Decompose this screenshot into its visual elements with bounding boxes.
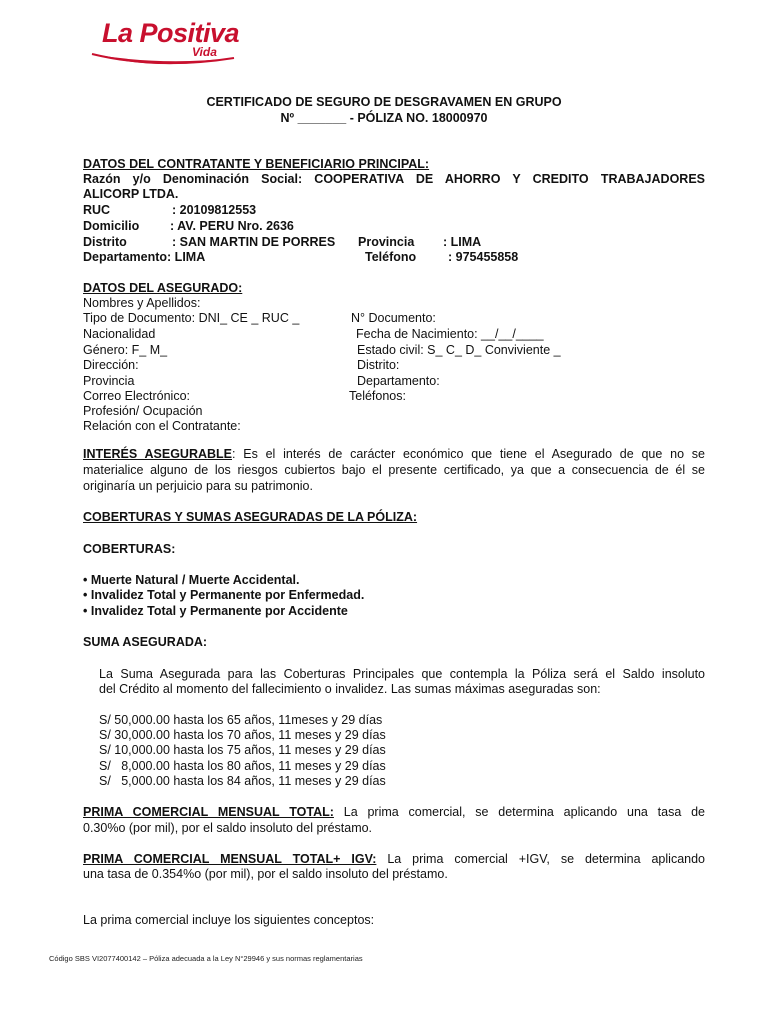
suma-row: S/ 5,000.00 hasta los 84 años, 11 meses y 29 días	[99, 774, 386, 788]
cobertura-item: • Invalidez Total y Permanente por Enfermedad.	[83, 588, 365, 602]
provincia-label: Provincia	[358, 235, 415, 249]
provincia-value: : LIMA	[443, 235, 482, 249]
genero-field: Género: F_ M_	[83, 343, 168, 357]
telefonos-field: Teléfonos:	[349, 389, 406, 403]
prima-igv-line2: una tasa de 0.354%o (por mil), por el saldo insoluto del préstamo.	[83, 867, 448, 881]
distrito-label: Distrito	[83, 235, 127, 249]
cobertura-item-text: Invalidez Total y Permanente por Accidente	[90, 604, 348, 618]
prima-total-label: PRIMA COMERCIAL MENSUAL TOTAL:	[83, 805, 334, 819]
provincia-field: Provincia	[83, 374, 135, 388]
ruc-label: RUC	[83, 203, 111, 217]
cobertura-item: • Muerte Natural / Muerte Accidental.	[83, 573, 300, 587]
prima-igv-label: PRIMA COMERCIAL MENSUAL TOTAL+ IGV:	[83, 852, 377, 866]
numero-documento-field: N° Documento:	[351, 311, 436, 325]
distrito-value: : SAN MARTIN DE PORRES	[172, 235, 336, 249]
logo-text: La Positiva	[102, 18, 240, 48]
interes-label: INTERÉS ASEGURABLE	[83, 447, 232, 461]
contratante-heading: DATOS DEL CONTRATANTE Y BENEFICIARIO PRINCIPAL:	[83, 157, 430, 171]
profesion-field: Profesión/ Ocupación	[83, 404, 203, 418]
nombres-field: Nombres y Apellidos:	[83, 296, 201, 310]
interes-line3: originaría un perjuicio para su patrimonio.	[83, 479, 313, 493]
distrito-field: Distrito:	[357, 358, 400, 372]
interes-text1: : Es el interés de carácter económico que tiene el Asegurado de que no se	[232, 447, 705, 461]
prima-total-line1	[83, 805, 705, 819]
razon-social-line2: ALICORP LTDA.	[83, 187, 179, 201]
relacion-field: Relación con el Contratante:	[83, 419, 241, 433]
direccion-field: Dirección:	[83, 358, 139, 372]
cobertura-item: • Invalidez Total y Permanente por Accidente	[83, 604, 348, 618]
suma-row: S/ 30,000.00 hasta los 70 años, 11 meses y 29 días	[99, 728, 386, 742]
domicilio-label: Domicilio	[83, 219, 140, 233]
telefono-label: Teléfono	[365, 250, 417, 264]
tipo-documento-field: Tipo de Documento: DNI_ CE _ RUC _	[83, 311, 300, 325]
logo-swoosh-icon	[88, 50, 238, 72]
interes-line1	[83, 447, 705, 461]
estado-civil-field: Estado civil: S_ C_ D_ Conviviente _	[357, 343, 561, 357]
document-title: CERTIFICADO DE SEGURO DE DESGRAVAMEN EN GRUPO	[206, 95, 562, 109]
prima-total-line2: 0.30%o (por mil), por el saldo insoluto del préstamo.	[83, 821, 373, 835]
telefono-value: : 975455858	[448, 250, 519, 264]
suma-row: S/ 8,000.00 hasta los 80 años, 11 meses y 29 días	[99, 759, 386, 773]
policy-number: Nº _______ - PÓLIZA NO. 18000970	[280, 111, 488, 125]
suma-row: S/ 10,000.00 hasta los 75 años, 11 meses y 29 días	[99, 743, 386, 757]
prima-igv-line1	[83, 852, 705, 866]
coberturas-subheading: COBERTURAS:	[83, 542, 176, 556]
cobertura-item-text: Invalidez Total y Permanente por Enfermedad.	[90, 588, 365, 602]
correo-field: Correo Electrónico:	[83, 389, 190, 403]
logo-subtext: Vida	[192, 45, 217, 59]
fecha-nacimiento-field: Fecha de Nacimiento: __/__/____	[356, 327, 544, 341]
ruc-value: : 20109812553	[172, 203, 257, 217]
asegurado-heading: DATOS DEL ASEGURADO:	[83, 281, 243, 295]
departamento-field: Departamento:	[357, 374, 440, 388]
razon-social-line1: Razón y/o Denominación Social: COOPERATIVA DE AHORRO Y CREDITO TRABAJADORES	[83, 172, 705, 186]
domicilio-value: : AV. PERU Nro. 2636	[170, 219, 294, 233]
suma-intro-line1: La Suma Asegurada para las Coberturas Principales que contempla la Póliza será el Saldo insoluto	[99, 667, 705, 681]
prima-igv-text: La prima comercial +IGV, se determina aplicando	[376, 852, 705, 866]
suma-heading: SUMA ASEGURADA:	[83, 635, 208, 649]
prima-total-text: La prima comercial, se determina aplicando una tasa de	[333, 805, 705, 819]
departamento: Departamento: LIMA	[83, 250, 206, 264]
interes-line2: materialice alguno de los riesgos cubiertos bajo el presente certificado, ya que a consecuencia de él se	[83, 463, 705, 477]
nacionalidad-field: Nacionalidad	[83, 327, 156, 341]
cobertura-item-text: Muerte Natural / Muerte Accidental.	[90, 573, 300, 587]
suma-row: S/ 50,000.00 hasta los 65 años, 11meses y 29 días	[99, 713, 383, 727]
footer-note: Código SBS VI2077400142 – Póliza adecuada a la Ley N°29946 y sus normas reglamentarias	[49, 954, 363, 963]
coberturas-heading: COBERTURAS Y SUMAS ASEGURADAS DE LA PÓLIZA:	[83, 510, 418, 524]
suma-intro-line2: del Crédito al momento del fallecimiento o invalidez. Las sumas máximas aseguradas son:	[99, 682, 601, 696]
conceptos-text: La prima comercial incluye los siguientes conceptos:	[83, 913, 375, 927]
